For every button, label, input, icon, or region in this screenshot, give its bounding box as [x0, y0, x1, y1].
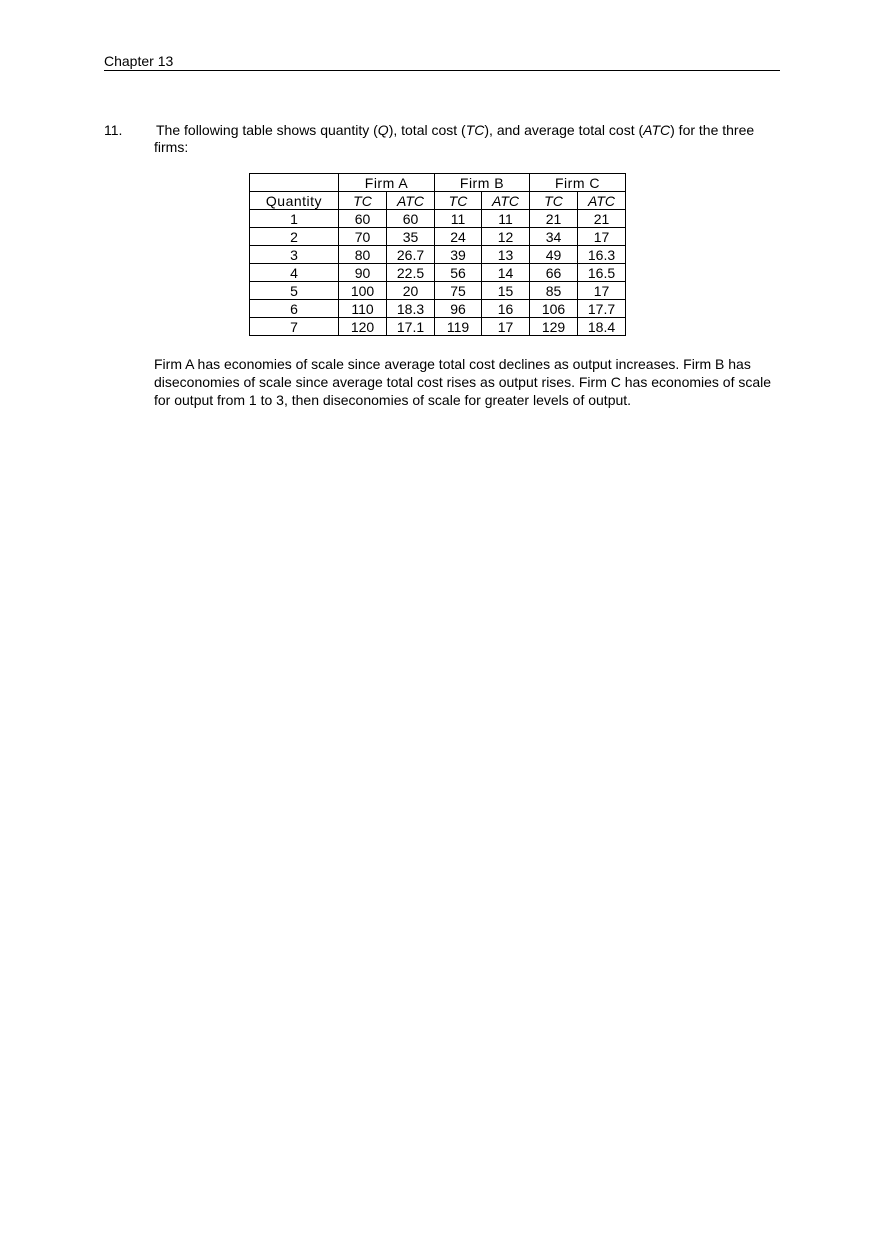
table-cell: 96 [435, 300, 482, 318]
empty-corner-cell [250, 174, 339, 192]
firm-b-atc-header: ATC [482, 192, 530, 210]
table-cell: 18.4 [578, 318, 626, 336]
table-cell: 14 [482, 264, 530, 282]
question-text-part3: ), and average total cost ( [484, 122, 644, 138]
table-cell: 13 [482, 246, 530, 264]
table-cell: 66 [530, 264, 578, 282]
table-cell: 17 [482, 318, 530, 336]
table-cell: 18.3 [387, 300, 435, 318]
quantity-cell: 3 [250, 246, 339, 264]
table-cell: 21 [578, 210, 626, 228]
quantity-cell: 7 [250, 318, 339, 336]
table-cell: 34 [530, 228, 578, 246]
table-cell: 100 [339, 282, 387, 300]
table-cell: 90 [339, 264, 387, 282]
table-row [250, 228, 626, 246]
table-cell: 56 [435, 264, 482, 282]
table-cell: 16.3 [578, 246, 626, 264]
table-cell: 60 [387, 210, 435, 228]
chapter-title: Chapter 13 [104, 53, 174, 69]
table-cell: 16 [482, 300, 530, 318]
table-cell: 26.7 [387, 246, 435, 264]
table-cell: 106 [530, 300, 578, 318]
table-cell: 119 [435, 318, 482, 336]
firm-c-tc-header: TC [530, 192, 578, 210]
table-cell: 24 [435, 228, 482, 246]
table-row [250, 210, 626, 228]
table-cell: 60 [339, 210, 387, 228]
table-cell: 129 [530, 318, 578, 336]
question-number: 11. [104, 122, 123, 138]
quantity-cell: 2 [250, 228, 339, 246]
answer-paragraph: Firm A has economies of scale since average total cost declines as output increases. Firm B has diseconomies of scale since average total cost rises as output rises. Firm C has economies of scale for output from 1 to 3, then diseconomies of scale for greater levels of output. [154, 356, 772, 408]
firm-c-atc-header: ATC [578, 192, 626, 210]
firm-a-header: Firm A [339, 174, 435, 192]
firm-a-atc-header: ATC [387, 192, 435, 210]
firm-header-row [250, 174, 626, 192]
table-cell: 80 [339, 246, 387, 264]
quantity-cell: 1 [250, 210, 339, 228]
sub-header-row [250, 192, 626, 210]
table-cell: 120 [339, 318, 387, 336]
table-cell: 17.7 [578, 300, 626, 318]
table-cell: 17.1 [387, 318, 435, 336]
firm-b-header: Firm B [435, 174, 530, 192]
quantity-header: Quantity [250, 192, 339, 210]
table-cell: 35 [387, 228, 435, 246]
q-symbol: Q [377, 122, 389, 138]
table-cell: 21 [530, 210, 578, 228]
table-cell: 15 [482, 282, 530, 300]
table-cell: 75 [435, 282, 482, 300]
table-cell: 49 [530, 246, 578, 264]
question-text-part2: ), total cost ( [388, 122, 466, 138]
question-block [104, 122, 780, 156]
table-cell: 11 [435, 210, 482, 228]
table-cell: 17 [578, 282, 626, 300]
table-cell: 17 [578, 228, 626, 246]
firm-b-tc-header: TC [435, 192, 482, 210]
table-row [250, 264, 626, 282]
question-text-part4: ) for the three firms: [154, 122, 755, 155]
quantity-cell: 5 [250, 282, 339, 300]
table-cell: 70 [339, 228, 387, 246]
firm-c-header: Firm C [530, 174, 626, 192]
table-cell: 22.5 [387, 264, 435, 282]
quantity-cell: 6 [250, 300, 339, 318]
table-row [250, 300, 626, 318]
question-text-part1: The following table shows quantity ( [156, 122, 378, 138]
tc-symbol: TC [465, 122, 485, 138]
table-cell: 20 [387, 282, 435, 300]
table-cell: 110 [339, 300, 387, 318]
question-text [154, 122, 780, 156]
chapter-header [104, 53, 780, 71]
atc-symbol: ATC [643, 122, 671, 138]
table-cell: 39 [435, 246, 482, 264]
table-cell: 16.5 [578, 264, 626, 282]
table-cell: 12 [482, 228, 530, 246]
table-cell: 85 [530, 282, 578, 300]
cost-table [249, 173, 626, 336]
table-cell: 11 [482, 210, 530, 228]
firm-a-tc-header: TC [339, 192, 387, 210]
quantity-cell: 4 [250, 264, 339, 282]
table-row [250, 246, 626, 264]
table-row [250, 318, 626, 336]
table-row [250, 282, 626, 300]
